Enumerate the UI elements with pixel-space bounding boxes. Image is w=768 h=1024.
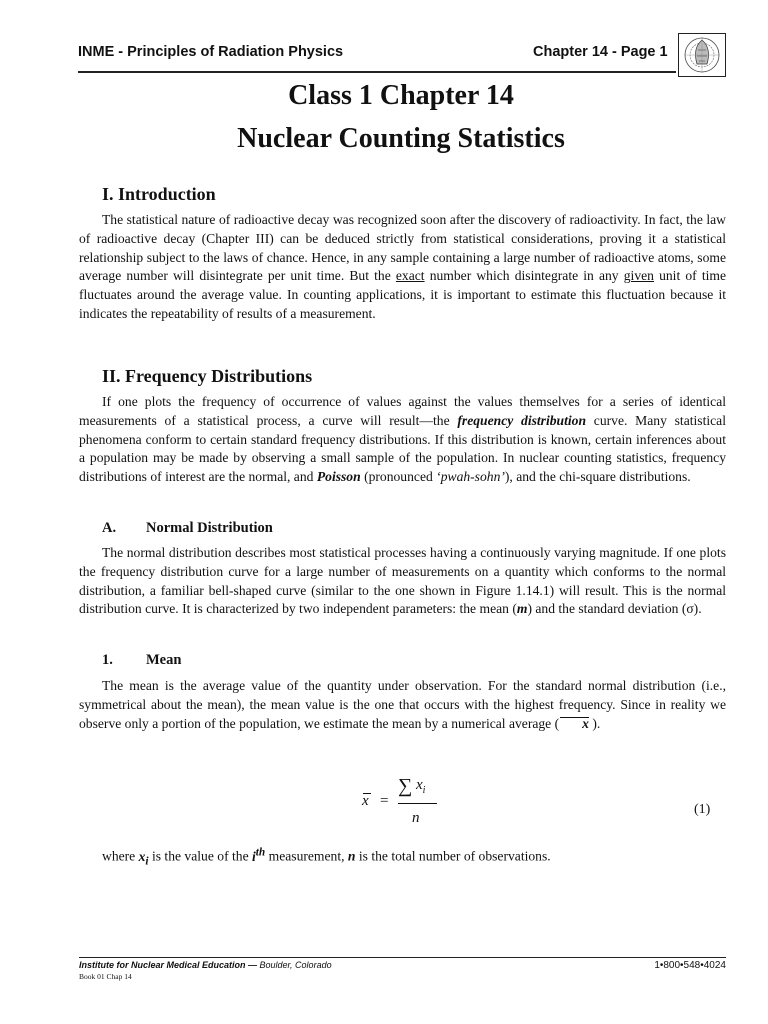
section-heading-frequency-distributions: II. Frequency Distributions xyxy=(102,366,313,386)
equation-mean-symbol: x xyxy=(362,793,369,810)
normal-distribution-paragraph: The normal distribution describes most statistical processes having a continuously varying magnitude. If one plots the frequency distribution curve for a large number of measurements on a quantity which conforms to the normal distribution, a familiar bell-shaped curve (similar to the one shown in Figure 1.14.1) will result. This is the normal distribution curve. It is characterized by two independent parameters: the mean (m) and the standard deviation (σ). xyxy=(79,545,726,617)
institute-logo-icon xyxy=(678,33,726,77)
page-label: Chapter 14 - Page 1 xyxy=(533,44,668,60)
frequency-paragraph: If one plots the frequency of occurrence of values against the values themselves for a series of identical measurements of a statistical process, a curve will result—the frequency distribution curve. Many statistical phenomena conform to certain standard frequency distributions. If this distribution is known, certain inferences about a population may be made by observing a small sample of the population. In nuclear counting statistics, frequency distributions of interest are the normal, and Poisson (pronounced ‘pwah-sohn’), and the chi-square distributions. xyxy=(79,394,726,485)
intro-paragraph: The statistical nature of radioactive decay was recognized soon after the discovery of radioactivity. In fact, the law of radioactive decay (Chapter III) can be deduced strictly from statistical considerations, proving it a statistical relationship subject to the laws of chance. Hence, in any sample containing a large number of radioactive atoms, some average number will disintegrate per unit time. But the exact number which disintegrate in any given unit of time fluctuates around the average value. In counting applications, it is important to estimate this fluctuation because it indicates the repeatability of results of a measurement. xyxy=(79,212,726,321)
equation-explanation: where $x_i$ is the value of the $i^{th}$ measurement, n is the total number of observations. xyxy=(102,846,551,868)
footer-institute: Institute for Nuclear Medical Education — Boulder, Colorado xyxy=(79,960,332,970)
footer-phone: 1•800•548•4024 xyxy=(654,960,726,971)
equation-numerator-x: $x_i$ xyxy=(416,777,426,796)
equation-equals: = xyxy=(380,793,389,809)
course-title: INME - Principles of Radiation Physics xyxy=(78,44,344,60)
mean-paragraph: The mean is the average value of the quantity under observation. For the standard normal distribution (i.e., symmetrical about the mean), the mean value is the one that occurs with the highest frequency. Since in reality we observe only a portion of the population, we estimate the mean by a numerical average ( x ). xyxy=(79,677,726,733)
subsection-heading-mean: 1. Mean xyxy=(102,652,182,668)
footer-rule xyxy=(79,957,726,958)
equation-number: (1) xyxy=(694,802,711,817)
footer-book-ref: Book 01 Chap 14 xyxy=(79,972,132,981)
header-rule xyxy=(78,71,676,73)
subsection-heading-normal-distribution: A. Normal Distribution xyxy=(102,520,273,536)
summation-symbol: ∑ xyxy=(398,775,413,797)
section-heading-introduction: I. Introduction xyxy=(102,184,216,204)
fraction-bar xyxy=(398,803,437,804)
chapter-title: Class 1 Chapter 14 xyxy=(288,80,514,111)
chapter-subtitle: Nuclear Counting Statistics xyxy=(237,123,565,154)
equation-denominator-n: n xyxy=(412,810,420,826)
